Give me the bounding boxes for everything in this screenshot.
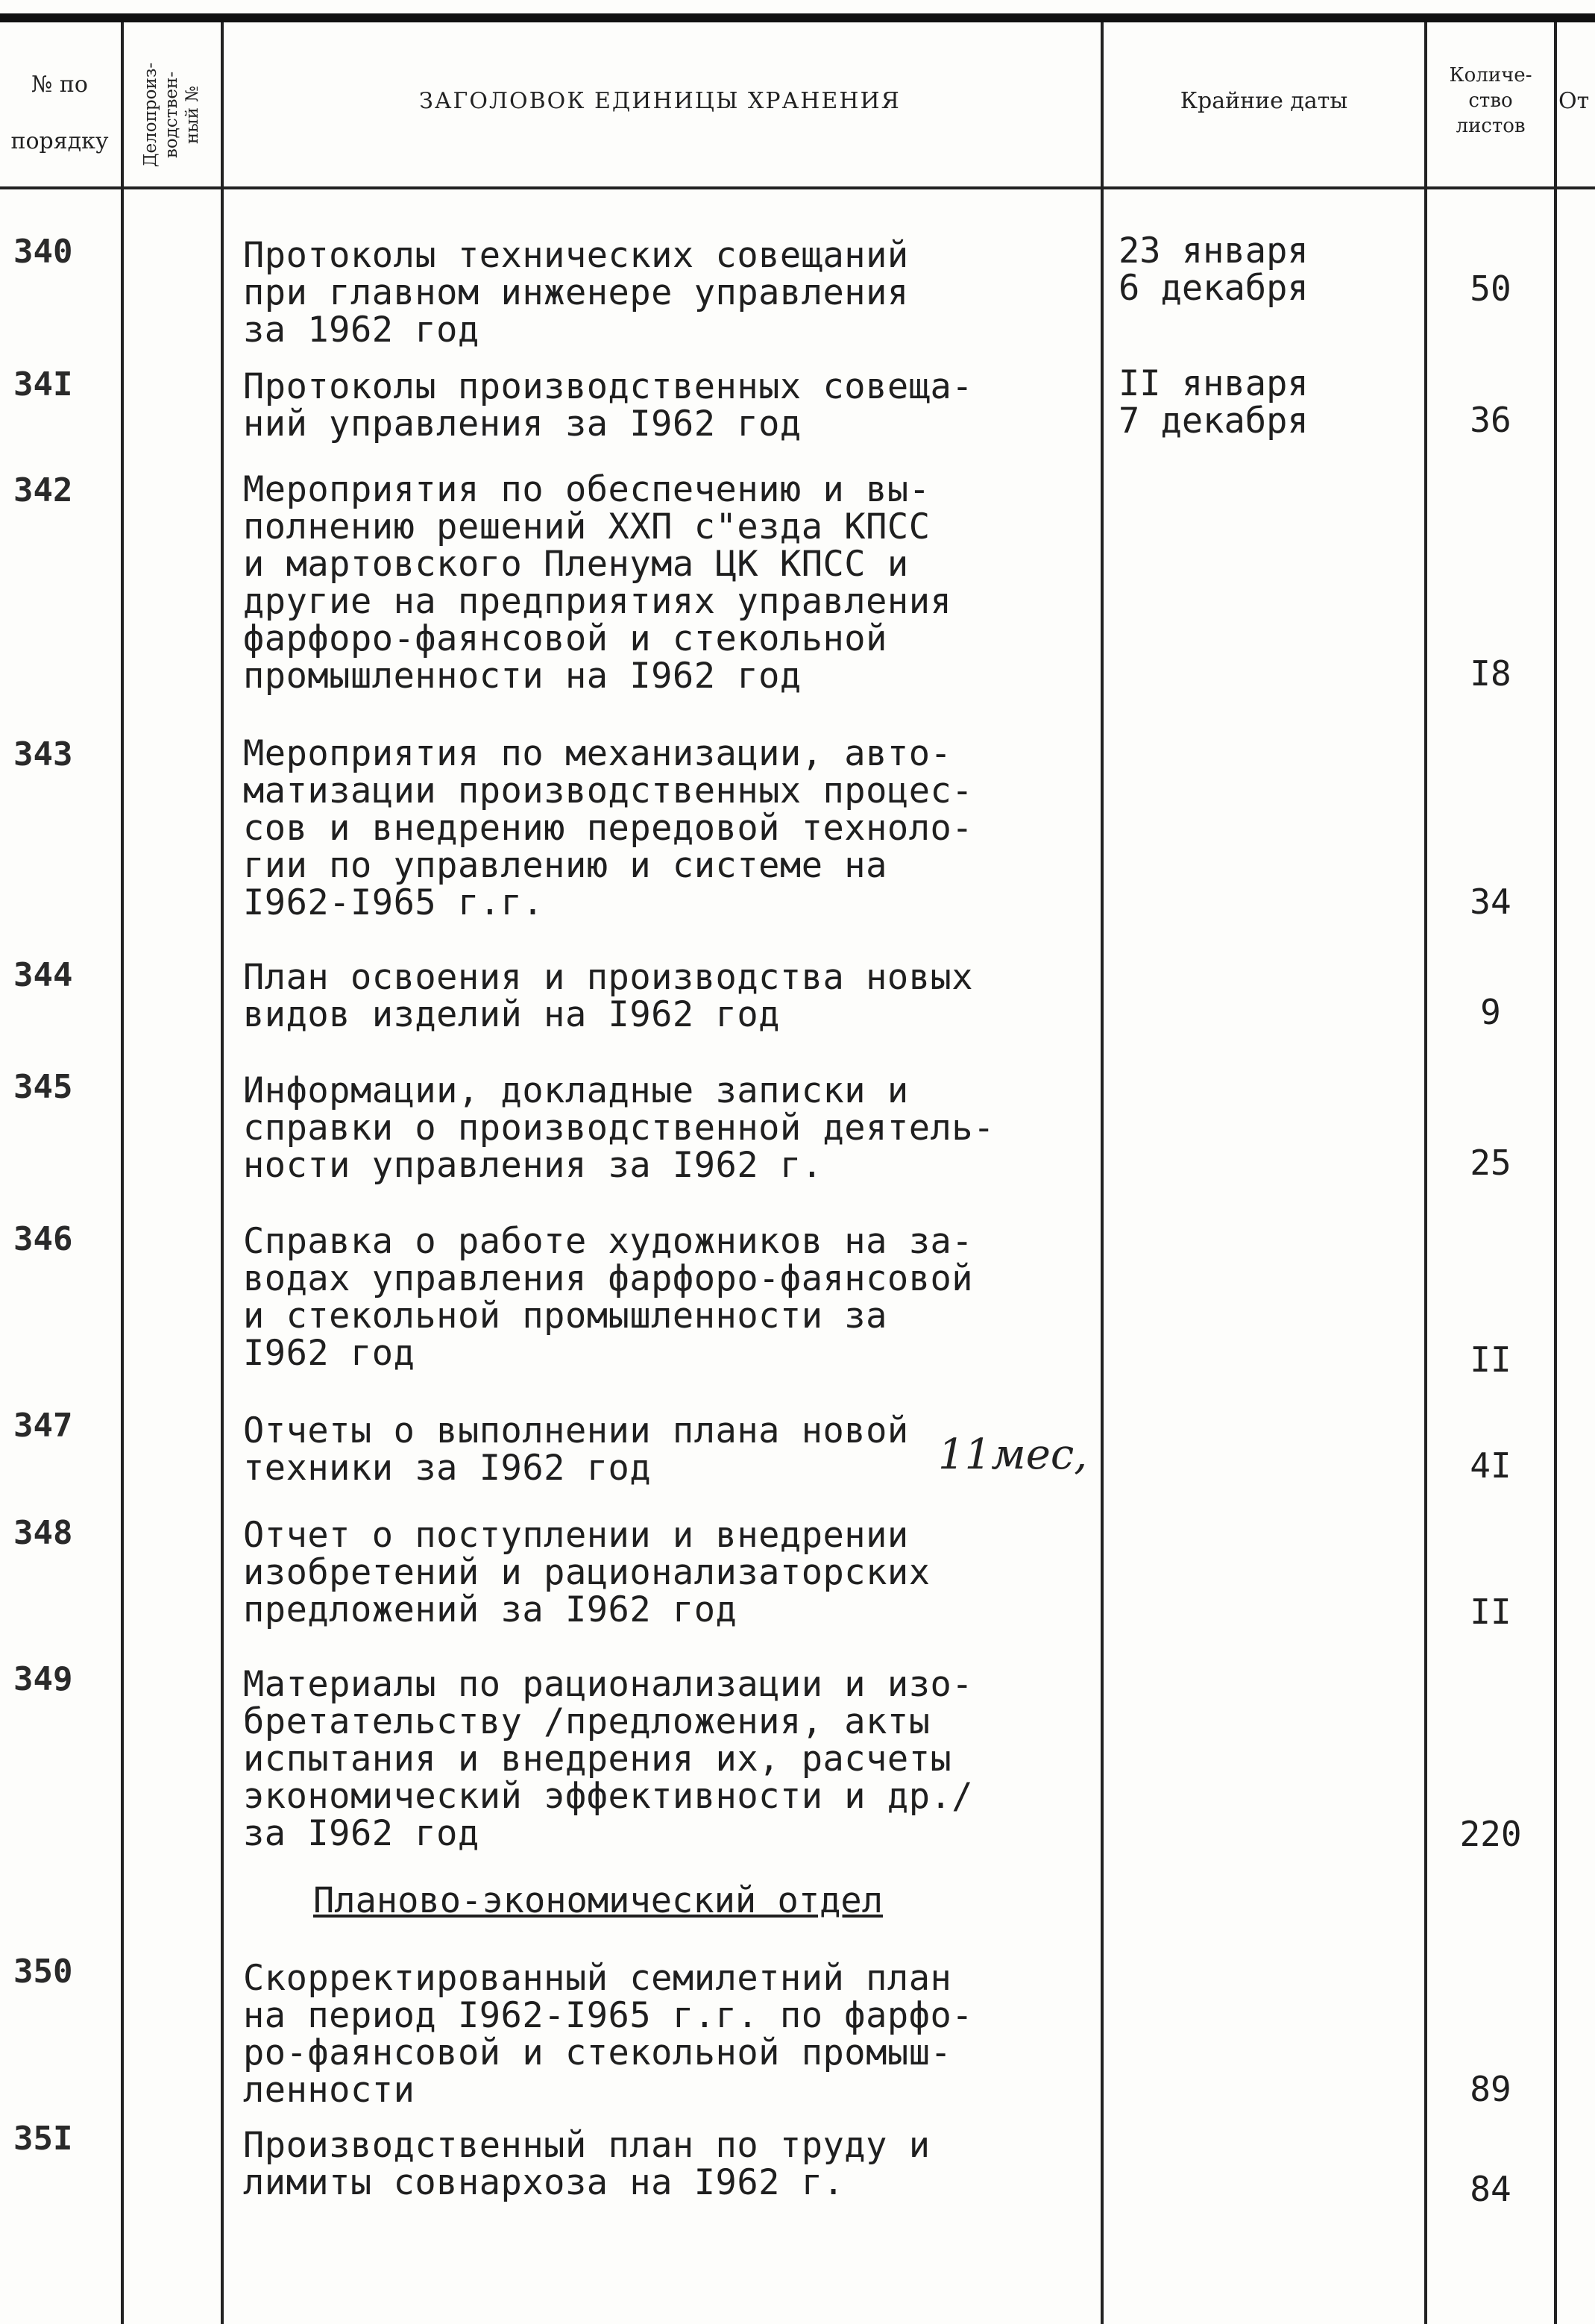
header-rule bbox=[0, 186, 1595, 189]
row-title: Отчет о поступлении и внедрении изобретений и рационализаторских предложений за I962 год bbox=[243, 1515, 931, 1630]
row-number: 342 bbox=[13, 471, 73, 509]
row-number: 348 bbox=[13, 1514, 73, 1552]
column-divider-2 bbox=[221, 189, 224, 2324]
row-title: Материалы по рационализации и изо- бретательству /предложения, акты испытания и внедрения их, расчеты экономический эффективности и др./ за I962 год bbox=[243, 1664, 974, 1854]
row-quantity: I8 bbox=[1470, 653, 1511, 694]
row-quantity: 25 bbox=[1470, 1143, 1511, 1183]
row-quantity: 4I bbox=[1470, 1445, 1511, 1486]
row-quantity: 220 bbox=[1459, 1814, 1522, 1854]
header-number: № по порядку bbox=[10, 72, 109, 154]
row-title: Скорректированный семилетний план на период I962-I965 г.г. по фарфо- ро-фаянсовой и стекольной промыш- ленности bbox=[243, 1958, 974, 2111]
row-title: План освоения и производства новых видов изделий на I962 год bbox=[243, 957, 974, 1035]
row-title: Мероприятия по обеспечению и вы- полнению решений XXП с"езда КПСС и мартовского Пленума ЦК КПСС и другие на предприятиях управления фарфоро-фаянсовой и стекольной промышленности на I962 год bbox=[243, 469, 952, 697]
row-title: Мероприятия по механизации, авто- матизации производственных процес- сов и внедрению передовой техноло- гии по управлению и системе на I962-I965 г.г. bbox=[243, 733, 974, 923]
row-quantity: II bbox=[1470, 1340, 1511, 1380]
column-divider-5 bbox=[1554, 22, 1557, 2324]
row-quantity: 84 bbox=[1470, 2169, 1511, 2209]
row-quantity: 9 bbox=[1480, 992, 1501, 1032]
row-title: Информации, докладные записки и справки о производственной деятель- ности управления за I962 г. bbox=[243, 1070, 995, 1186]
row-number: 345 bbox=[13, 1068, 73, 1106]
row-quantity: 89 bbox=[1470, 2069, 1511, 2109]
row-title: Отчеты о выполнении плана новой техники за I962 год bbox=[243, 1410, 909, 1489]
row-quantity: 36 bbox=[1470, 400, 1511, 440]
row-dates: II января 7 декабря bbox=[1119, 363, 1309, 442]
row-number: 340 bbox=[13, 233, 73, 271]
header-quantity: Количе- ство листов bbox=[1449, 64, 1532, 137]
handwritten-annotation: 11мес, bbox=[938, 1430, 1087, 1479]
header-delo-number: Делопроиз- водствен- ный № bbox=[141, 62, 202, 168]
row-number: 346 bbox=[13, 1220, 73, 1258]
row-quantity: II bbox=[1470, 1592, 1511, 1632]
row-quantity: 50 bbox=[1470, 268, 1511, 309]
column-divider-1 bbox=[121, 22, 124, 2324]
row-number: 343 bbox=[13, 735, 73, 773]
row-title: Протоколы технических совещаний при главном инженере управления за 1962 год bbox=[243, 235, 909, 351]
row-number: 347 bbox=[13, 1407, 73, 1445]
row-number: 350 bbox=[13, 1953, 73, 1991]
row-quantity: 34 bbox=[1470, 882, 1511, 922]
row-dates: 23 января 6 декабря bbox=[1119, 230, 1309, 309]
row-number: 344 bbox=[13, 956, 73, 994]
row-title: Производственный план по труду и лимиты совнархоза на I962 г. bbox=[243, 2125, 931, 2203]
section-heading: Планово-экономический отдел bbox=[313, 1880, 884, 1921]
header-extra: От bbox=[1558, 88, 1590, 114]
row-number: 35I bbox=[13, 2120, 73, 2158]
row-title: Протоколы производственных совеща- ний управления за I962 год bbox=[243, 366, 974, 445]
header-dates: Крайние даты bbox=[1180, 88, 1348, 114]
header-title: ЗАГОЛОВОК ЕДИНИЦЫ ХРАНЕНИЯ bbox=[419, 88, 901, 114]
top-rule bbox=[0, 13, 1595, 22]
row-number: 349 bbox=[13, 1660, 73, 1698]
row-number: 34I bbox=[13, 365, 73, 403]
row-title: Справка о работе художников на за- водах управления фарфоро-фаянсовой и стекольной промышленности за I962 год bbox=[243, 1221, 974, 1374]
